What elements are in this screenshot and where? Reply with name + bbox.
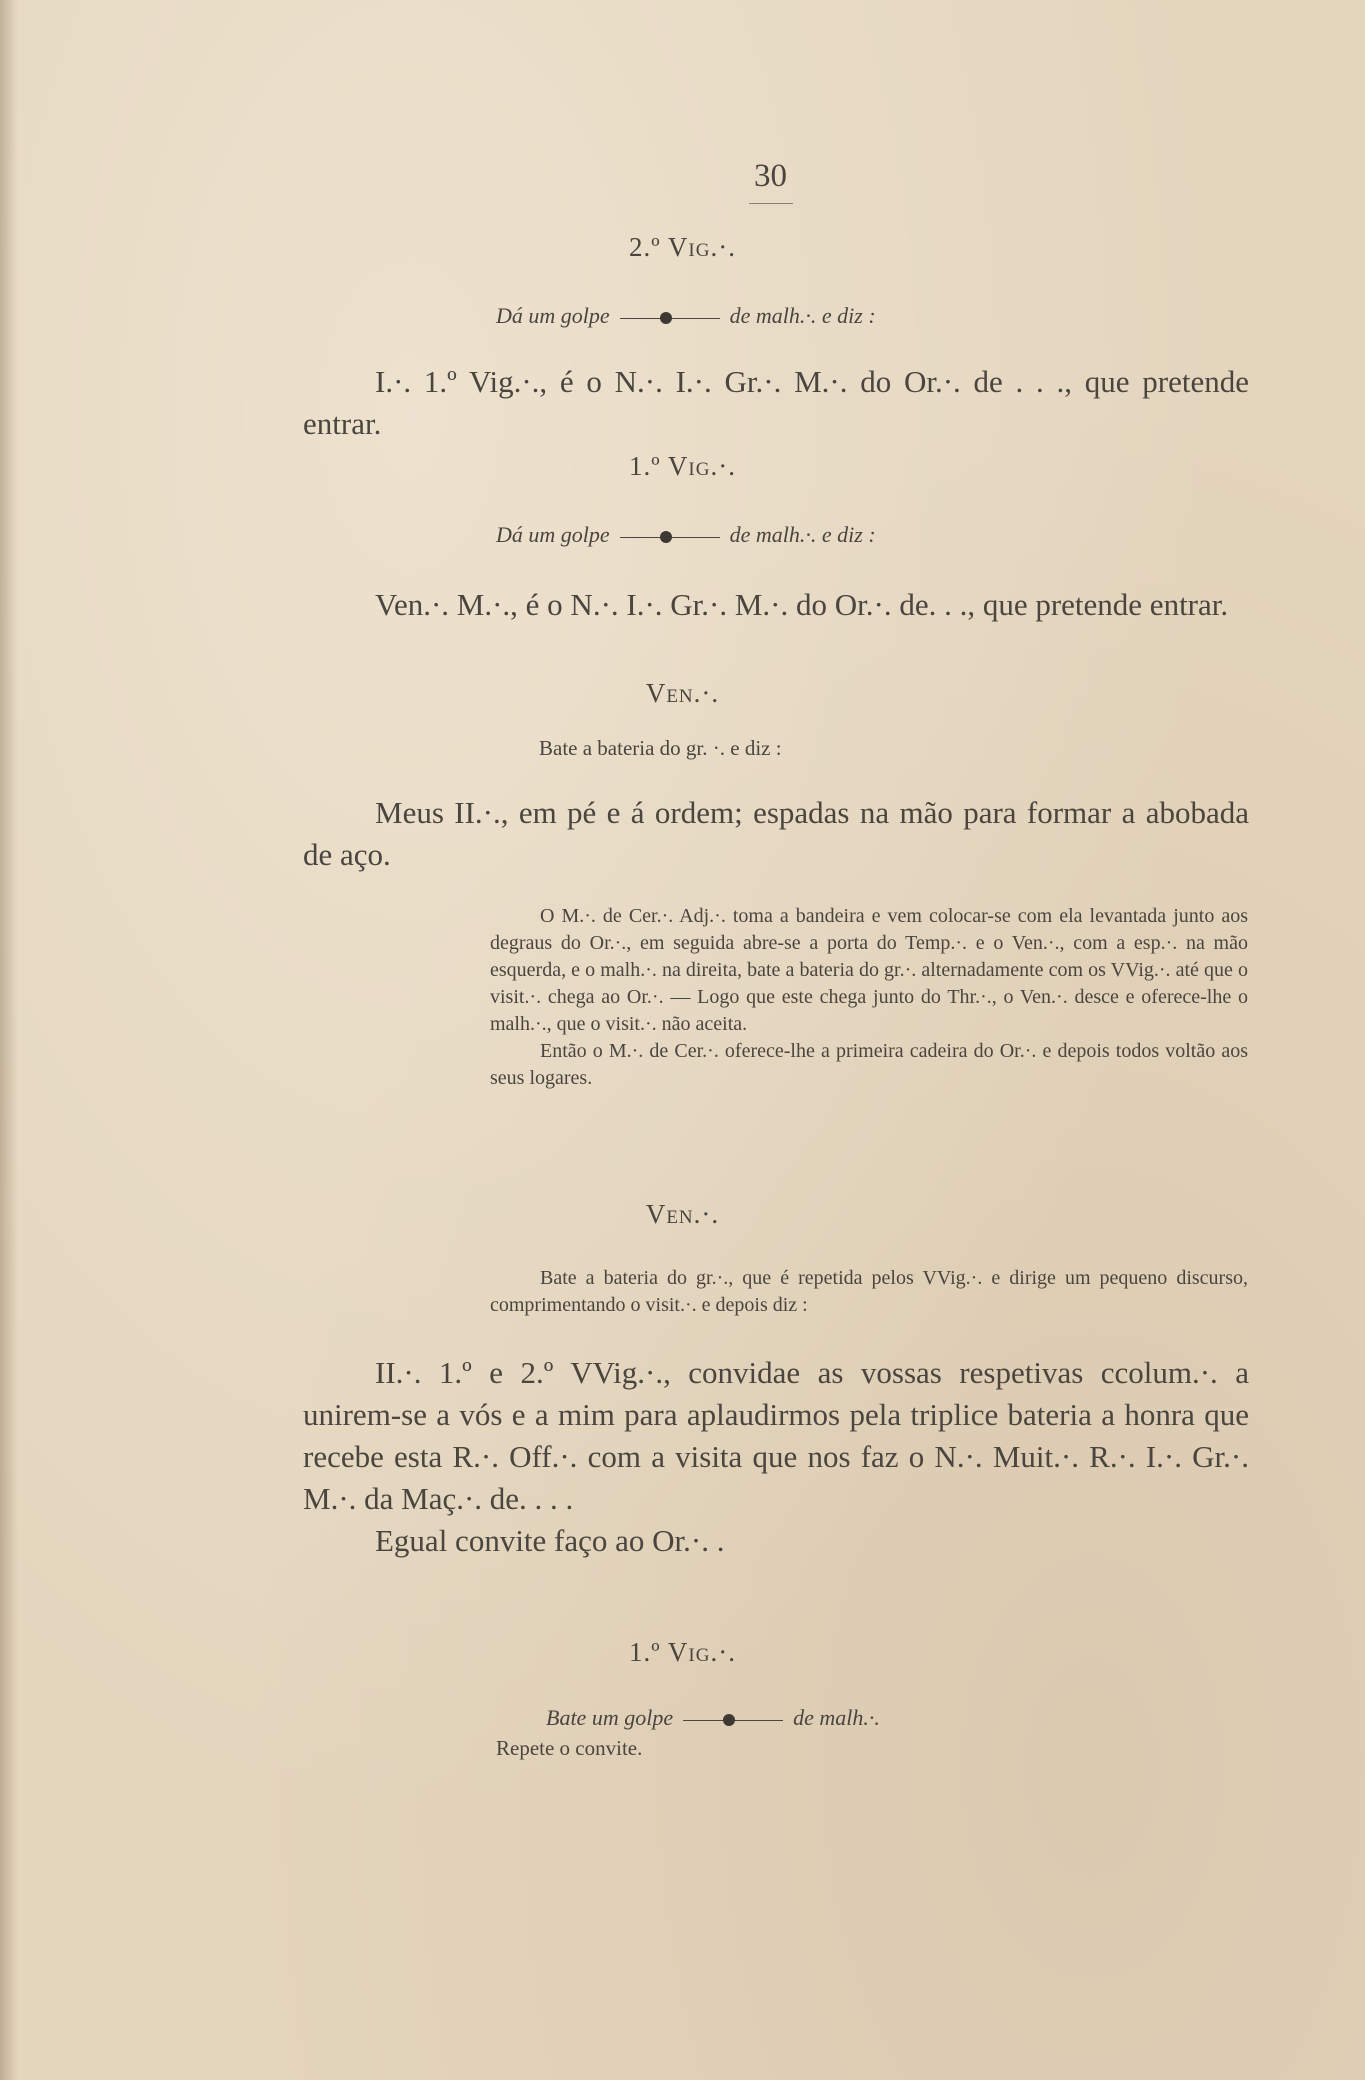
mallet-icon xyxy=(620,530,720,544)
page-number: 30 xyxy=(754,158,787,194)
speaker-venerable-1: Ven.·. xyxy=(645,678,720,708)
speech-4-paragraph-1: II.·. 1.º e 2.º VVig.·., convidae as vossas respetivas ccolum.·. a unirem-se a vós e a mim para aplaudirmos pela triplice bateria a honra que recebe esta R.·. Off.·. com a visita que nos faz o N.·. Muit.·. R.·. I.·. Gr.·. M.·. da Maç.·. de. . . . xyxy=(303,1355,1249,1516)
ritual-note-paragraph-2: Então o M.·. de Cer.·. oferece-lhe a primeira cadeira do Or.·. e depois todos voltão aos seus logares. xyxy=(490,1040,1248,1089)
stage-direction-1: Dá um golpe de malh.·. e diz : xyxy=(496,303,876,328)
mallet-icon xyxy=(683,1713,783,1727)
speaker-1st-vigilant: 1.º Vig.·. xyxy=(629,451,736,481)
page-number-rule xyxy=(749,203,793,204)
speech-1: I.·. 1.º Vig.·., é o N.·. I.·. Gr.·. M.·. do Or.·. de . . ., que pretende entrar. xyxy=(303,364,1249,441)
speaker-2nd-vigilant: 2.º Vig.·. xyxy=(629,232,736,262)
ritual-note xyxy=(490,903,1248,1092)
speech-2: Ven.·. M.·., é o N.·. I.·. Gr.·. M.·. do Or.·. de. . ., que pretende entrar. xyxy=(375,587,1229,622)
ritual-note-paragraph-1: O M.·. de Cer.·. Adj.·. toma a bandeira e vem colocar-se com ela levantada junto aos degraus do Or.·., em seguida abre-se a porta do Temp.·. e o Ven.·., com a esp.·. na mão esquerda, e o malh.·. na direita, bate a bateria do gr.·. alternadamente com os VVig.·. até que o visit.·. chega ao Or.·. — Logo que este chega junto do Thr.·., o Ven.·. desce e oferece-lhe o malh.·., que o visit.·. não aceita. xyxy=(490,905,1248,1035)
stage-direction-4: Bate a bateria do gr.·., que é repetida pelos VVig.·. e dirige um pequeno discurso, comprimentando o visit.·. e depois diz : xyxy=(490,1267,1248,1316)
speech-4-paragraph-2: Egual convite faço ao Or.·. . xyxy=(375,1523,725,1558)
stage-direction-2: Dá um golpe de malh.·. e diz : xyxy=(496,522,876,547)
speech-4 xyxy=(303,1352,1249,1562)
speaker-1st-vigilant-2: 1.º Vig.·. xyxy=(629,1637,736,1667)
mallet-icon xyxy=(620,311,720,325)
speaker-venerable-2: Ven.·. xyxy=(645,1199,720,1229)
page-edge-shadow xyxy=(0,0,18,2080)
stage-direction-5: Bate um golpe de malh.·. xyxy=(546,1705,880,1730)
speech-3: Meus II.·., em pé e á ordem; espadas na mão para formar a abobada de aço. xyxy=(303,795,1249,872)
stage-direction-6: Repete o convite. xyxy=(496,1736,643,1760)
stage-direction-3: Bate a bateria do gr. ·. e diz : xyxy=(539,736,782,760)
